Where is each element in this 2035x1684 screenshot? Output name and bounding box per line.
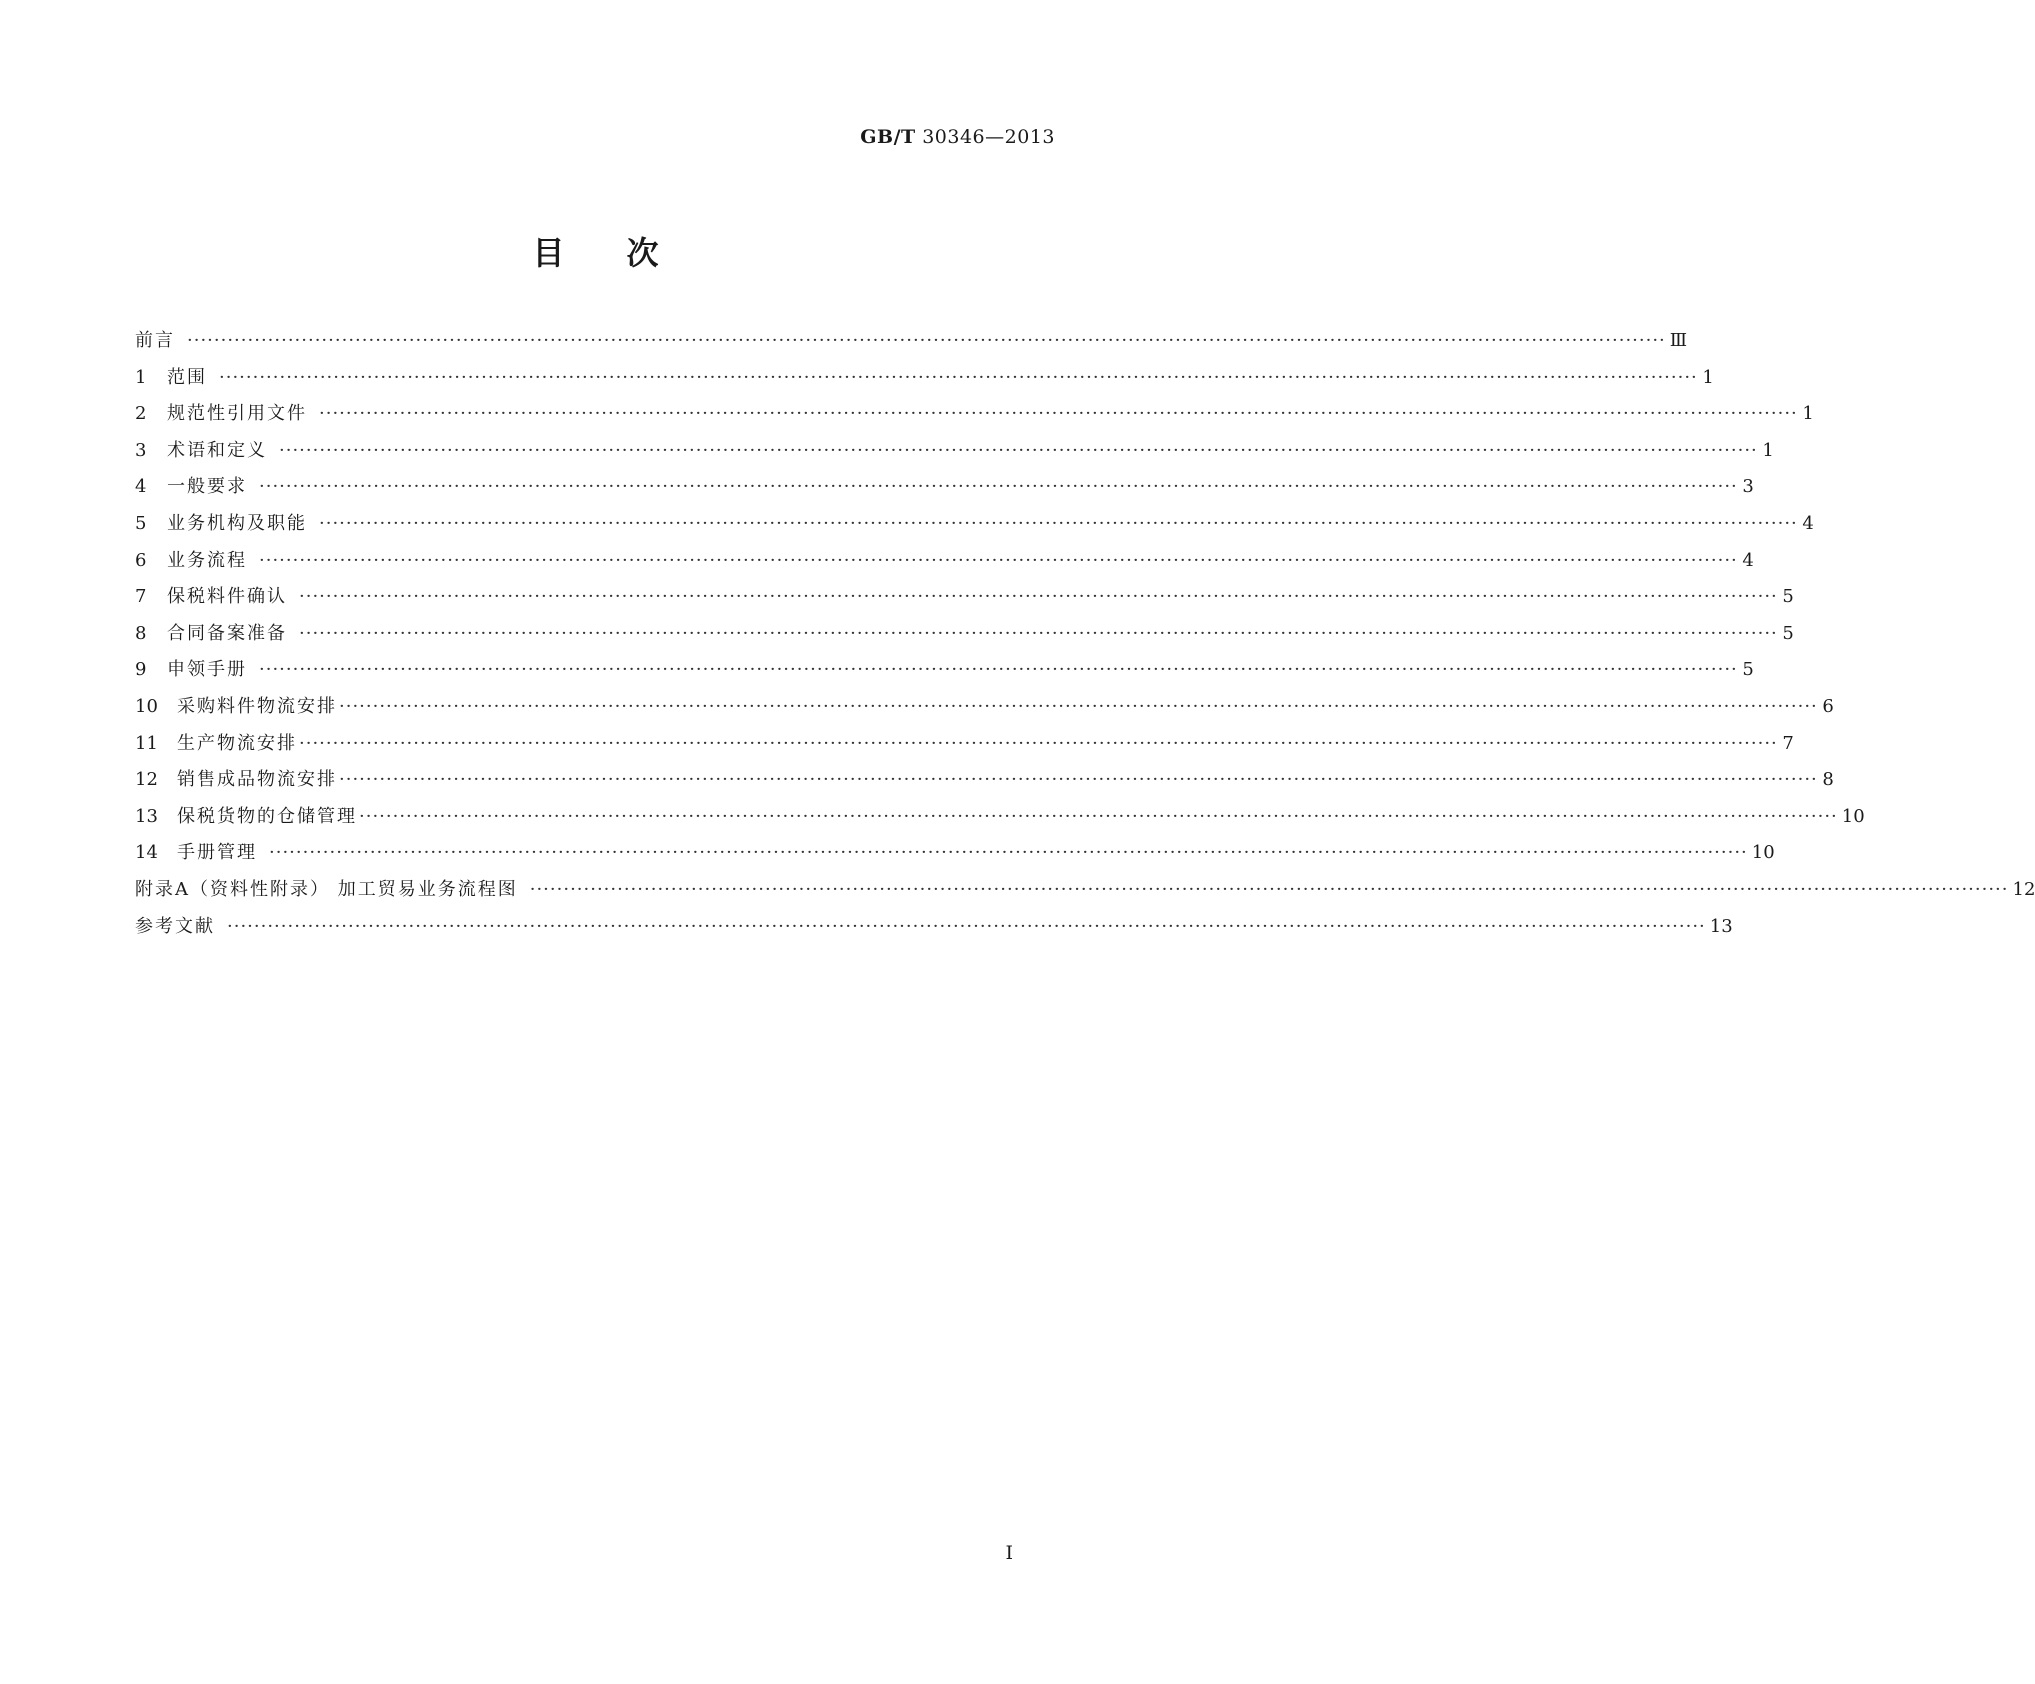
toc-leader-dots: ···························································································································································································································· <box>339 695 1818 717</box>
toc-entry-label: 范围 <box>167 366 207 388</box>
toc-leader-dots: ···························································································································································································································· <box>259 476 1738 498</box>
toc-entry-page: 10 <box>1841 805 1865 827</box>
toc-entry-page: 1 <box>1762 439 1774 461</box>
toc-entry-number: 14 <box>135 842 158 864</box>
toc-leader-dots: ···························································································································································································································· <box>259 549 1738 571</box>
toc-leader-dots: ···························································································································································································································· <box>269 842 1748 864</box>
toc-entry[interactable] <box>135 546 1754 583</box>
toc-entry-number: 10 <box>135 695 158 717</box>
toc-leader-dots: ···························································································································································································································· <box>279 439 1758 461</box>
toc-entry[interactable] <box>135 692 1834 729</box>
toc-entry-number: 12 <box>135 769 158 791</box>
toc-entry[interactable] <box>135 875 2035 912</box>
toc-leader-dots: ···························································································································································································································· <box>259 659 1738 681</box>
toc-entry-number: 7 <box>135 586 147 608</box>
toc-entry-label: 申领手册 <box>167 659 247 681</box>
toc-entry-number: 1 <box>135 366 147 388</box>
toc-entry-number: 13 <box>135 805 158 827</box>
toc-entry[interactable] <box>135 326 1688 363</box>
toc-entry-page: 3 <box>1742 476 1754 498</box>
toc-leader-dots: ···························································································································································································································· <box>299 586 1778 608</box>
toc-leader-dots: ···························································································································································································································· <box>529 878 2009 900</box>
toc-entry-number: 4 <box>135 476 147 498</box>
toc-leader-dots: ···························································································································································································································· <box>227 915 1706 937</box>
table-of-contents <box>135 326 2035 948</box>
toc-entry-label: 生产物流安排 <box>177 732 297 754</box>
toc-entry-number: 6 <box>135 549 147 571</box>
toc-entry-label: 采购料件物流安排 <box>177 695 337 717</box>
toc-entry-number: 3 <box>135 439 147 461</box>
toc-entry[interactable] <box>135 838 1775 875</box>
toc-entry-page: 1 <box>1702 366 1714 388</box>
toc-entry-label: 保税料件确认 <box>167 586 287 608</box>
toc-entry-label: 规范性引用文件 <box>167 403 307 425</box>
toc-entry-page: 5 <box>1742 659 1754 681</box>
toc-entry-page: 4 <box>1742 549 1754 571</box>
toc-entry-number: 5 <box>135 512 147 534</box>
toc-leader-dots: ···························································································································································································································· <box>299 732 1778 754</box>
standard-code-number: 30346—2013 <box>922 126 1055 148</box>
toc-entry[interactable] <box>135 509 1814 546</box>
toc-entry-label: 合同备案准备 <box>167 622 287 644</box>
toc-entry[interactable] <box>135 363 1714 400</box>
standard-code <box>860 126 1055 148</box>
toc-leader-dots: ···························································································································································································································· <box>339 769 1818 791</box>
toc-entry[interactable] <box>135 655 1754 692</box>
page-number: I <box>1005 1542 1013 1564</box>
toc-leader-dots: ···························································································································································································································· <box>319 403 1798 425</box>
toc-entry-number: 9 <box>135 659 147 681</box>
toc-entry-label: 保税货物的仓储管理 <box>177 805 357 827</box>
toc-leader-dots: ···························································································································································································································· <box>219 366 1698 388</box>
toc-entry-page: 5 <box>1782 622 1794 644</box>
toc-entry-page: 4 <box>1802 512 1814 534</box>
toc-entry-label: 术语和定义 <box>167 439 267 461</box>
toc-entry-page: 6 <box>1822 695 1834 717</box>
toc-entry-page: 13 <box>1709 915 1733 937</box>
toc-entry-number: 11 <box>135 732 158 754</box>
toc-entry[interactable] <box>135 912 1733 949</box>
toc-entry-label: 参考文献 <box>135 915 215 937</box>
toc-entry-page: 10 <box>1751 842 1775 864</box>
toc-entry[interactable] <box>135 582 1794 619</box>
toc-entry[interactable] <box>135 619 1794 656</box>
toc-entry[interactable] <box>135 436 1774 473</box>
toc-entry[interactable] <box>135 399 1814 436</box>
toc-entry[interactable] <box>135 802 1865 839</box>
toc-entry-page: Ⅲ <box>1669 330 1688 351</box>
page-title: 目次 <box>532 234 721 272</box>
toc-entry[interactable] <box>135 729 1794 766</box>
toc-entry-number: 2 <box>135 403 147 425</box>
toc-leader-dots: ···························································································································································································································· <box>299 622 1778 644</box>
toc-entry-number: 8 <box>135 622 147 644</box>
toc-entry[interactable] <box>135 765 1834 802</box>
toc-entry-page: 12 <box>2012 878 2035 900</box>
toc-entry-label: 附录A（资料性附录） 加工贸易业务流程图 <box>135 878 518 900</box>
toc-leader-dots: ···························································································································································································································· <box>319 512 1798 534</box>
toc-entry-label: 一般要求 <box>167 476 247 498</box>
standard-code-prefix: GB/T <box>860 126 916 148</box>
toc-entry-page: 7 <box>1782 732 1794 754</box>
toc-entry-label: 业务流程 <box>167 549 247 571</box>
toc-entry-label: 销售成品物流安排 <box>177 769 337 791</box>
toc-entry-page: 8 <box>1822 769 1834 791</box>
toc-entry-label: 手册管理 <box>177 842 257 864</box>
toc-entry-label: 前言 <box>135 330 175 351</box>
toc-entry-label: 业务机构及职能 <box>167 512 307 534</box>
toc-entry-page: 5 <box>1782 586 1794 608</box>
toc-entry-page: 1 <box>1802 403 1814 425</box>
toc-leader-dots: ···························································································································································································································· <box>359 805 1838 827</box>
toc-entry[interactable] <box>135 472 1754 509</box>
toc-leader-dots: ···························································································································································································································· <box>187 330 1666 351</box>
